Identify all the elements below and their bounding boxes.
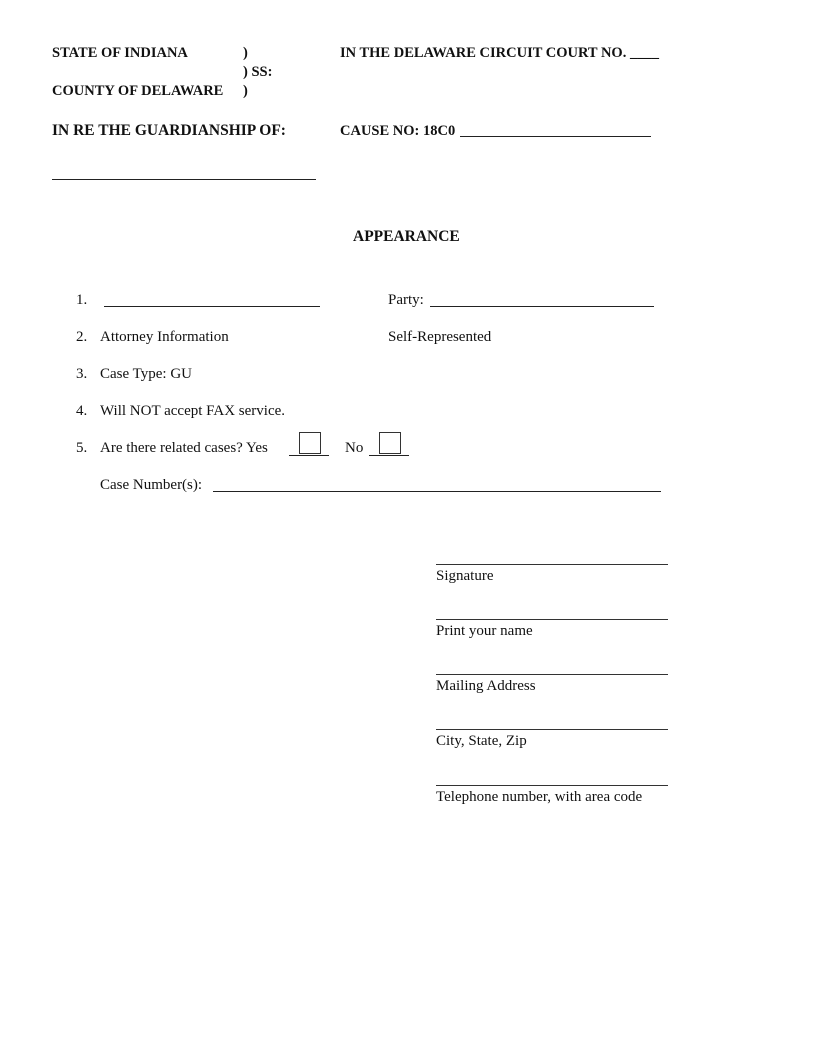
case-numbers-field[interactable] <box>213 491 661 492</box>
cause-number-label: CAUSE NO: 18C0 <box>340 123 456 139</box>
item-number: 5. <box>76 440 88 456</box>
court-label: IN THE DELAWARE CIRCUIT COURT NO. ____ <box>340 45 659 61</box>
item-number: 3. <box>76 366 88 382</box>
state-label: STATE OF INDIANA <box>52 45 188 61</box>
mailing-address-label: Mailing Address <box>436 678 536 694</box>
attorney-information-label: Attorney Information <box>100 329 229 345</box>
self-represented-label: Self-Represented <box>388 329 492 345</box>
cause-number-field[interactable] <box>460 136 651 137</box>
item-number: 1. <box>76 292 88 308</box>
city-state-zip-field[interactable] <box>436 729 668 730</box>
guardianship-label: IN RE THE GUARDIANSHIP OF: <box>52 122 286 139</box>
signature-field[interactable] <box>436 564 668 565</box>
case-numbers-label: Case Number(s): <box>100 477 203 493</box>
telephone-field[interactable] <box>436 785 668 786</box>
ward-name-field[interactable] <box>52 179 316 180</box>
county-label: COUNTY OF DELAWARE <box>52 83 224 99</box>
city-state-zip-label: City, State, Zip <box>436 733 527 749</box>
no-underline <box>369 455 409 456</box>
telephone-label: Telephone number, with area code <box>436 789 643 805</box>
related-cases-label: Are there related cases? Yes <box>100 440 268 456</box>
caption-paren: ) <box>243 45 248 61</box>
item-number: 4. <box>76 403 88 419</box>
party-field[interactable] <box>430 306 654 307</box>
print-name-label: Print your name <box>436 623 533 639</box>
ss-label: ) SS: <box>243 64 273 80</box>
caption-paren: ) <box>243 83 248 99</box>
party-label: Party: <box>388 292 424 308</box>
print-name-field[interactable] <box>436 619 668 620</box>
mailing-address-field[interactable] <box>436 674 668 675</box>
item-number: 2. <box>76 329 88 345</box>
appearing-party-name-field[interactable] <box>104 306 320 307</box>
no-checkbox[interactable] <box>379 432 401 454</box>
yes-underline <box>289 455 329 456</box>
yes-checkbox[interactable] <box>299 432 321 454</box>
fax-service-label: Will NOT accept FAX service. <box>100 403 286 419</box>
document-title: APPEARANCE <box>353 228 460 245</box>
no-label: No <box>345 440 364 456</box>
case-type-label: Case Type: GU <box>100 366 192 382</box>
signature-label: Signature <box>436 568 494 584</box>
